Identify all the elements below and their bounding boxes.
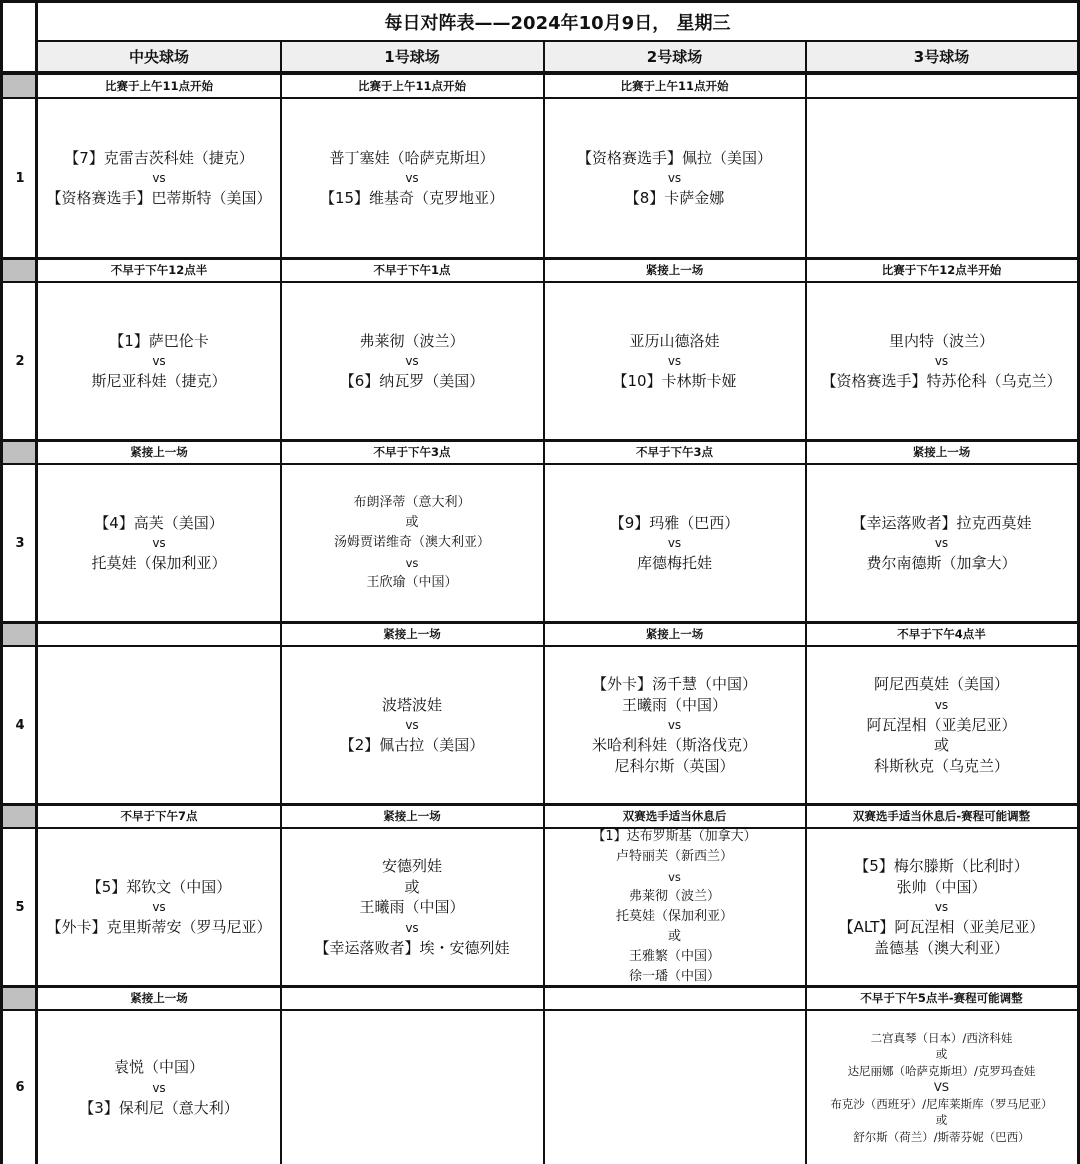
versus-label: vs — [667, 171, 682, 185]
player-name: 【8】卡萨金娜 — [624, 189, 725, 207]
match-cell-court2[interactable] — [544, 283, 805, 439]
match-cell-court3[interactable] — [806, 465, 1077, 621]
match-cell-court2[interactable] — [544, 647, 805, 803]
start-time-court2: 不早于下午3点 — [544, 441, 805, 463]
player-name: 【3】保利尼（意大利） — [79, 1098, 239, 1117]
start-time-center: 不早于下午7点 — [38, 805, 280, 827]
time-marker-cell — [3, 259, 37, 281]
grid-line — [0, 97, 1080, 99]
start-time-court2: 紧接上一场 — [544, 623, 805, 645]
start-time-center: 紧接上一场 — [38, 987, 280, 1009]
or-label: 或 — [405, 515, 419, 530]
match-cell-court2[interactable] — [544, 465, 805, 621]
start-time-court1: 不早于下午3点 — [281, 441, 543, 463]
match-cell-center[interactable] — [38, 465, 280, 621]
grid-line — [35, 0, 38, 1164]
start-time-center: 比赛于上午11点开始 — [38, 75, 280, 97]
grid-line — [0, 463, 1080, 465]
player-name: 费尔南德斯（加拿大） — [866, 554, 1017, 572]
player-name: 【5】郑钦文（中国） — [86, 877, 232, 896]
match-cell-court1[interactable] — [281, 647, 543, 803]
start-time-center: 不早于下午12点半 — [38, 259, 280, 281]
start-time-court1: 不早于下午1点 — [281, 259, 543, 281]
grid-line — [805, 42, 807, 1164]
player-name: 弗莱彻（波兰） — [359, 331, 465, 350]
grid-line — [37, 40, 1080, 42]
or-label: 或 — [933, 736, 949, 754]
or-label: 或 — [667, 929, 681, 944]
time-marker-cell — [3, 987, 37, 1009]
match-order-number: 5 — [3, 829, 37, 985]
start-time-court1: 紧接上一场 — [281, 623, 543, 645]
grid-line — [0, 281, 1080, 283]
versus-label: vs — [667, 536, 682, 550]
or-label: 或 — [935, 1047, 948, 1062]
match-cell-court3[interactable] — [806, 1011, 1077, 1164]
grid-line — [0, 71, 1080, 75]
start-time-center: 紧接上一场 — [38, 441, 280, 463]
or-label: 或 — [404, 877, 420, 896]
player-name: 【5】梅尔滕斯（比利时） — [854, 857, 1029, 875]
player-name: 普丁塞娃（哈萨克斯坦） — [329, 148, 495, 167]
player-name: 【7】克雷吉茨科娃（捷克） — [64, 148, 254, 167]
player-name: 安德列娃 — [381, 857, 442, 875]
start-time-court3: 不早于下午5点半-赛程可能调整 — [806, 987, 1077, 1009]
player-name: 米哈利科娃（斯洛伐克） — [591, 736, 757, 754]
player-name: 张帅（中国） — [896, 877, 987, 896]
match-order-number: 2 — [3, 283, 37, 439]
match-cell-center[interactable] — [38, 647, 280, 803]
versus-label: vs — [667, 718, 682, 732]
player-name: 亚历山德洛娃 — [629, 331, 720, 350]
start-time-court3 — [806, 75, 1077, 97]
start-time-court1: 比赛于上午11点开始 — [281, 75, 543, 97]
match-cell-court3[interactable] — [806, 99, 1077, 257]
match-cell-court1[interactable] — [281, 283, 543, 439]
player-name: 王欣瑜（中国） — [366, 575, 458, 590]
player-name: 库德梅托娃 — [636, 554, 712, 572]
player-name: 二宫真琴（日本）/西济科娃 — [870, 1030, 1013, 1045]
match-cell-court1[interactable] — [281, 465, 543, 621]
start-time-court3: 比赛于下午12点半开始 — [806, 259, 1077, 281]
versus-label: vs — [405, 354, 419, 368]
player-name: 【ALT】阿瓦涅相（亚美尼亚） — [838, 918, 1045, 936]
player-name: 【4】高芙（美国） — [94, 513, 224, 532]
schedule-title: 每日对阵表——2024年10月9日， 星期三 — [38, 3, 1077, 40]
versus-label: VS — [933, 1080, 950, 1095]
versus-label: vs — [934, 697, 949, 712]
match-order-number: 6 — [3, 1011, 37, 1164]
grid-line — [0, 827, 1080, 829]
versus-label: vs — [405, 171, 419, 185]
grid-line — [0, 1009, 1080, 1011]
grid-line — [0, 621, 1080, 624]
player-name: 托莫娃（保加利亚） — [91, 554, 227, 572]
court-header-2: 2号球场 — [544, 42, 805, 71]
player-name: 【2】佩古拉（美国） — [339, 736, 485, 754]
grid-line — [0, 0, 3, 1164]
versus-label: vs — [405, 920, 419, 935]
player-name: 王雅繁（中国） — [628, 949, 720, 964]
player-name: 科斯秋克（乌克兰） — [873, 756, 1009, 775]
player-name: 徐一璠（中国） — [628, 969, 720, 984]
match-cell-court2[interactable] — [544, 829, 805, 985]
player-name: 王曦雨（中国） — [621, 695, 727, 714]
player-name: 【幸运落败者】拉克西莫娃 — [851, 513, 1032, 532]
player-name: 波塔波娃 — [381, 695, 442, 714]
match-order-number: 4 — [3, 647, 37, 803]
match-cell-center[interactable] — [38, 829, 280, 985]
versus-label: vs — [668, 870, 681, 884]
match-cell-court3[interactable] — [806, 283, 1077, 439]
match-cell-center[interactable] — [38, 1011, 280, 1164]
start-time-court2 — [544, 987, 805, 1009]
player-name: 布朗泽蒂（意大利） — [353, 495, 471, 510]
match-cell-court3[interactable] — [806, 647, 1077, 803]
match-cell-court1[interactable] — [281, 1011, 543, 1164]
player-name: 卢特丽芙（新西兰） — [615, 849, 733, 864]
start-time-court3: 双赛选手适当休息后-赛程可能调整 — [806, 805, 1077, 827]
versus-label: vs — [152, 171, 166, 185]
start-time-court3: 不早于下午4点半 — [806, 623, 1077, 645]
start-time-court2: 比赛于上午11点开始 — [544, 75, 805, 97]
match-order-number: 3 — [3, 465, 37, 621]
player-name: 【外卡】汤千慧（中国） — [591, 675, 757, 693]
corner-cell — [3, 3, 37, 71]
time-marker-cell — [3, 623, 37, 645]
player-name: 阿尼西莫娃（美国） — [873, 675, 1009, 693]
versus-label: vs — [152, 354, 166, 368]
player-name: 王曦雨（中国） — [359, 898, 465, 916]
grid-line — [0, 803, 1080, 806]
grid-line — [0, 0, 1080, 3]
or-label: 或 — [935, 1113, 948, 1128]
player-name: 【外卡】克里斯蒂安（罗马尼亚） — [46, 918, 272, 936]
match-cell-court1[interactable] — [281, 829, 543, 985]
grid-line — [0, 645, 1080, 647]
time-marker-cell — [3, 441, 37, 463]
player-name: 阿瓦涅相（亚美尼亚） — [866, 715, 1017, 734]
grid-line — [0, 985, 1080, 988]
player-name: 托莫娃（保加利亚） — [615, 909, 733, 924]
start-time-court3: 紧接上一场 — [806, 441, 1077, 463]
player-name: 【1】萨巴伦卡 — [109, 331, 209, 350]
player-name: 【资格赛选手】佩拉（美国） — [576, 148, 772, 167]
match-cell-court2[interactable] — [544, 99, 805, 257]
player-name: 【6】纳瓦罗（美国） — [339, 372, 485, 390]
time-marker-cell — [3, 75, 37, 97]
player-name: 汤姆贾诺维奇（澳大利亚） — [333, 535, 490, 550]
player-name: 【幸运落败者】埃・安德列娃 — [314, 938, 510, 957]
versus-label: vs — [152, 536, 166, 550]
versus-label: vs — [934, 536, 949, 550]
player-name: 【15】维基奇（克罗地亚） — [319, 189, 505, 207]
versus-label: vs — [152, 900, 166, 914]
player-name: 里内特（波兰） — [888, 331, 994, 350]
match-cell-court2[interactable] — [544, 1011, 805, 1164]
player-name: 袁悦（中国） — [113, 1058, 204, 1076]
player-name: 【资格赛选手】巴蒂斯特（美国） — [46, 189, 272, 207]
versus-label: vs — [405, 718, 419, 732]
grid-line — [0, 439, 1080, 442]
time-marker-cell — [3, 805, 37, 827]
court-header-1: 1号球场 — [281, 42, 543, 71]
versus-label: vs — [667, 354, 682, 368]
grid-line — [0, 257, 1080, 260]
versus-label: vs — [934, 900, 949, 914]
versus-label: vs — [405, 556, 419, 570]
court-header-center: 中央球场 — [38, 42, 280, 71]
player-name: 尼科尔斯（英国） — [614, 756, 735, 775]
match-cell-court1[interactable] — [281, 99, 543, 257]
start-time-center — [38, 623, 280, 645]
versus-label: vs — [152, 1080, 166, 1095]
player-name: 盖德基（澳大利亚） — [873, 938, 1009, 957]
match-cell-court3[interactable] — [806, 829, 1077, 985]
player-name: 【资格赛选手】特苏伦科（乌克兰） — [821, 372, 1062, 390]
versus-label: vs — [934, 354, 949, 368]
player-name: 【1】达布罗斯基（加拿大） — [592, 829, 757, 844]
match-cell-center[interactable] — [38, 99, 280, 257]
grid-line — [280, 42, 282, 1164]
player-name: 达尼丽娜（哈萨克斯坦）/克罗玛查娃 — [847, 1063, 1036, 1078]
player-name: 舒尔斯（荷兰）/斯蒂芬妮（巴西） — [853, 1129, 1030, 1144]
start-time-court1 — [281, 987, 543, 1009]
start-time-court2: 双赛选手适当休息后 — [544, 805, 805, 827]
grid-line — [543, 42, 545, 1164]
start-time-court2: 紧接上一场 — [544, 259, 805, 281]
match-cell-center[interactable] — [38, 283, 280, 439]
player-name: 弗莱彻（波兰） — [628, 889, 720, 904]
player-name: 布克沙（西班牙）/尼库莱斯库（罗马尼亚） — [830, 1096, 1053, 1111]
player-name: 【10】卡林斯卡娅 — [612, 372, 737, 390]
court-header-3: 3号球场 — [806, 42, 1077, 71]
match-order-number: 1 — [3, 99, 37, 257]
start-time-court1: 紧接上一场 — [281, 805, 543, 827]
player-name: 【9】玛雅（巴西） — [609, 513, 740, 532]
player-name: 斯尼亚科娃（捷克） — [91, 372, 227, 390]
